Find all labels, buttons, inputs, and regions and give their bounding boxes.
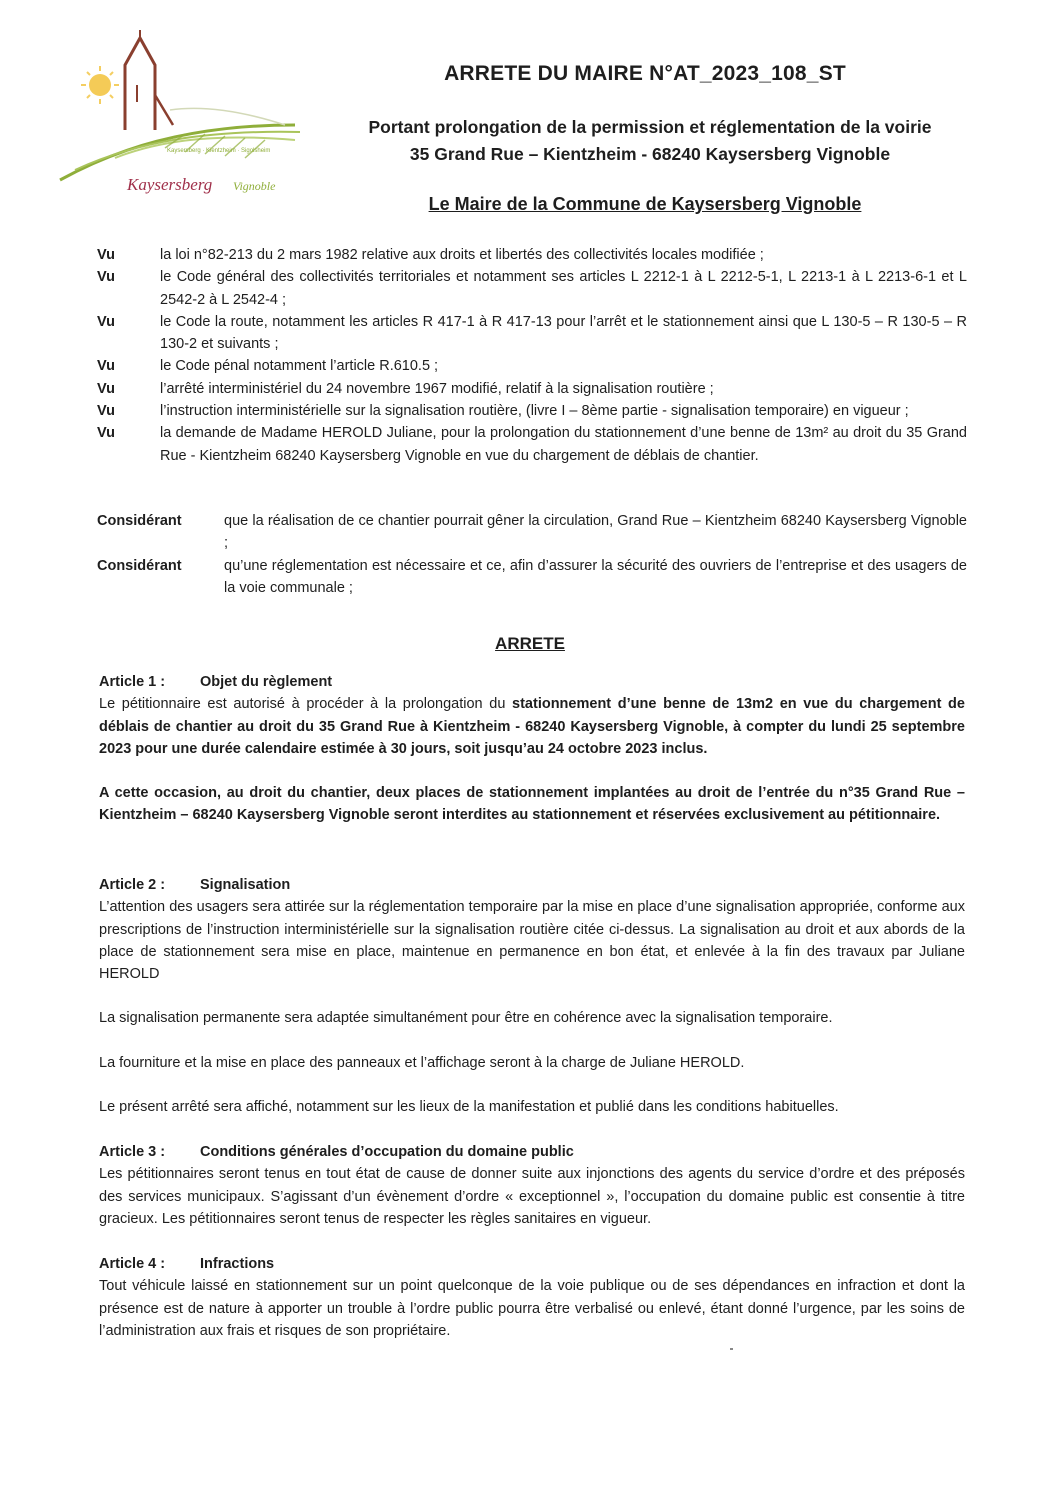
visa-text: l’instruction interministérielle sur la signalisation routière, (livre I – 8ème partie - signalisation temporaire) en vigueur ; — [160, 403, 909, 420]
considerant-label: Considérant — [97, 513, 182, 529]
article-title: Objet du règlement — [200, 674, 333, 690]
subtitle-line-2: 35 Grand Rue – Kientzheim - 68240 Kaysersberg Vignoble — [409, 144, 891, 164]
visa-item — [97, 422, 967, 467]
visa-text: la demande de Madame HEROLD Juliane, pour la prolongation du stationnement d’une benne de 13m² au droit du 35 Grand Rue - Kientzheim 68240 Kaysersberg Vignoble en vue du chargement de déblais de chantier. — [160, 425, 967, 464]
article-heading — [99, 671, 965, 693]
article-2 — [99, 874, 965, 1118]
considerant-text: que la réalisation de ce chantier pourrait gêner la circulation, Grand Rue – Kientzheim 68240 Kaysersberg Vignoble ; — [224, 513, 967, 552]
article-number: Article 1 : — [99, 674, 166, 690]
document-subtitle — [320, 114, 980, 168]
considerant-item — [97, 555, 967, 600]
arrete-heading: ARRETE — [495, 634, 565, 653]
scan-speck — [730, 1348, 733, 1350]
article-title: Infractions — [200, 1256, 275, 1272]
article-paragraph: Le présent arrêté sera affiché, notamment sur les lieux de la manifestation et publié dans les conditions habituelles. — [99, 1099, 839, 1116]
visa-label: Vu — [97, 313, 115, 330]
visa-item — [97, 311, 967, 356]
mayor-heading: Le Maire de la Commune de Kaysersberg Vignoble — [428, 194, 862, 214]
article-3 — [99, 1141, 965, 1230]
article-paragraph: Tout véhicule laissé en stationnement sur un point quelconque de la voie publique ou de ses dépendances en infraction et dont la présence est de nature à apporter un trouble à l’ordre public pourra être verbalisé ou enlevé, étant donné l’urgence, par les soins de l’administration aux frais et risques de son propriétaire. — [99, 1278, 965, 1339]
visa-text: le Code la route, notamment les articles R 417-1 à R 417-13 pour l’arrêt et le stationnement ainsi que L 130-5 – R 130-5 – R 130-2 et suivants ; — [160, 313, 967, 353]
commune-logo — [55, 30, 315, 205]
visa-label: Vu — [97, 380, 115, 397]
article-number: Article 4 : — [99, 1256, 166, 1272]
article-heading — [99, 1141, 965, 1163]
page-title: ARRETE DU MAIRE N°AT_2023_108_ST — [444, 62, 846, 85]
article-1 — [99, 671, 965, 827]
logo-tagline: Kaysersberg · Kientzheim · Sigolsheim — [167, 148, 271, 154]
considerant-label: Considérant — [97, 557, 182, 574]
article-title: Conditions générales d’occupation du domaine public — [200, 1144, 574, 1160]
visas-list — [97, 244, 967, 467]
article-heading — [99, 874, 965, 896]
article-heading — [99, 1253, 965, 1275]
visa-text: la loi n°82-213 du 2 mars 1982 relative aux droits et libertés des collectivités locales modifiée ; — [160, 247, 764, 263]
article-paragraph: A cette occasion, au droit du chantier, deux places de stationnement implantées au droit de l’entrée du n°35 Grand Rue – Kientzheim – 68240 Kaysersberg Vignoble seront interdites au stationnement et réservées exclusivement au pétitionnaire. — [99, 785, 965, 824]
article-paragraph: La signalisation permanente sera adaptée simultanément pour être en cohérence avec la signalisation temporaire. — [99, 1010, 833, 1027]
article-number: Article 2 : — [99, 877, 166, 893]
visa-label: Vu — [97, 425, 115, 442]
visa-item — [97, 378, 967, 400]
visa-text: le Code général des collectivités territoriales et notamment ses articles L 2212-1 à L 2212-5-1, L 2213-1 à L 2213-6-1 et L 2542-2 à L 2542-4 ; — [160, 269, 967, 308]
article-text-bold: stationnement d’une benne de 13m2 en vue du chargement de déblais de chantier au droit du 35 Grand Rue à Kientzheim - 68240 Kaysersberg Vignoble, à compter du lundi 25 septembre 2023 pour une durée calendaire estimée à 30 jours, soit jusqu’au 24 octobre 2023 inclus. — [99, 696, 965, 757]
article-paragraph — [99, 693, 965, 760]
visa-label: Vu — [97, 269, 115, 286]
visa-text: le Code pénal notamment l’article R.610.5 ; — [160, 358, 439, 375]
article-paragraph: La fourniture et la mise en place des panneaux et l’affichage seront à la charge de Juliane HEROLD. — [99, 1054, 745, 1071]
visa-label: Vu — [97, 247, 115, 263]
visa-item — [97, 355, 967, 377]
visa-label: Vu — [97, 403, 115, 420]
article-4 — [99, 1253, 965, 1342]
article-title: Signalisation — [200, 877, 291, 893]
logo-name-suffix: Vignoble — [233, 179, 276, 193]
considerant-item — [97, 510, 967, 555]
article-paragraph: L’attention des usagers sera attirée sur la réglementation temporaire par la mise en place d’une signalisation appropriée, conforme aux prescriptions de l’instruction interministérielle sur la signalisation routière citée ci-dessus. La signalisation au droit et aux abords de la place de stationnement sera mise en place, maintenue en permanence en bon état, et enlevée à la fin des travaux par Juliane HEROLD — [99, 899, 965, 983]
visa-item — [97, 266, 967, 311]
article-text: Le pétitionnaire est autorisé à procéder à la prolongation du — [99, 696, 513, 713]
subtitle-line-1: Portant prolongation de la permission et réglementation de la voirie — [368, 117, 932, 137]
logo-emblem — [55, 30, 315, 205]
considerant-text: qu’une réglementation est nécessaire et ce, afin d’assurer la sécurité des ouvriers de l’entreprise et des usagers de la voie communale ; — [224, 557, 967, 596]
visa-item — [97, 244, 967, 266]
visa-item — [97, 400, 967, 422]
visa-text: l’arrêté interministériel du 24 novembre 1967 modifié, relatif à la signalisation routière ; — [160, 380, 714, 397]
considerants-list — [97, 510, 967, 599]
logo-name-text: Kaysersberg — [127, 175, 213, 194]
article-paragraph: Les pétitionnaires seront tenus en tout état de cause de donner suite aux injonctions des agents du service d’ordre et des préposés des services municipaux. S’agissant d’un évènement d’ordre « exceptionnel », l’occupation du domaine public est consentie à titre gracieux. Les pétitionnaires seront tenus de respecter les règles sanitaires en vigueur. — [99, 1166, 965, 1227]
visa-label: Vu — [97, 358, 115, 375]
article-number: Article 3 : — [99, 1144, 166, 1160]
